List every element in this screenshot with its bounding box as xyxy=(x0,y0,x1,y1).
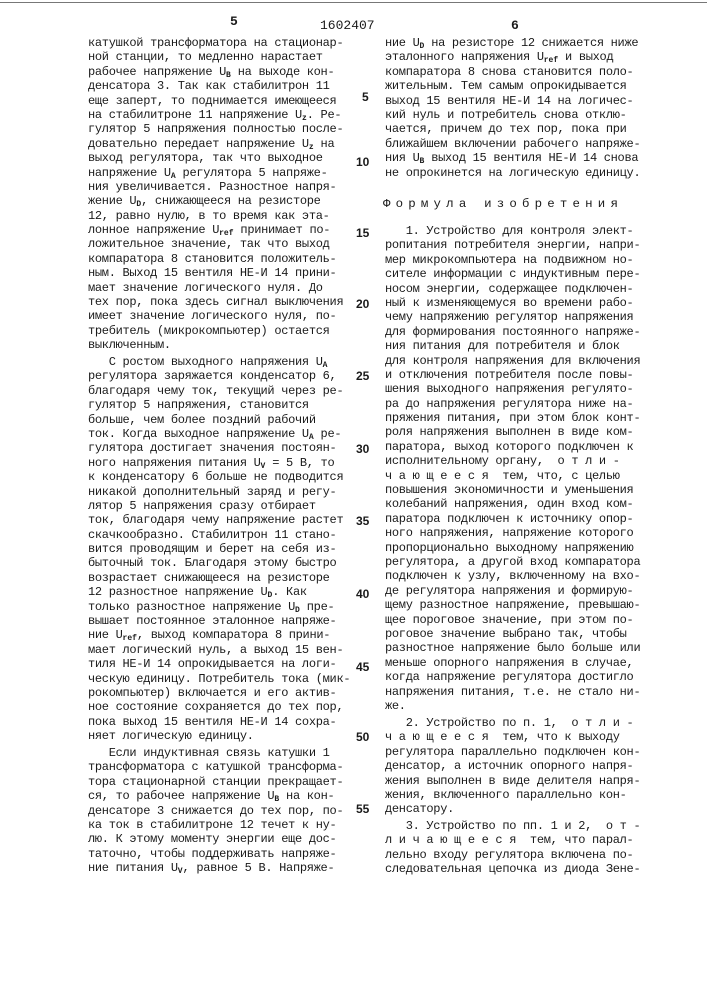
text-line: регулятора заряжается конденсатор 6, xyxy=(88,369,350,383)
text-line: следовательная цепочка из диода Зене- xyxy=(385,862,640,876)
text-line: 12 разностное напряжение UD. Как xyxy=(88,585,350,599)
text-line: ложительное значение, так что выход xyxy=(88,237,343,251)
text-line: ближайшем включении рабочего напряже- xyxy=(385,137,640,151)
text-line: ния UB выход 15 вентиля НЕ-И 14 снова xyxy=(385,151,640,165)
text-line: тех пор, пока здесь сигнал выключения xyxy=(88,295,343,309)
text-line: ние питания UV, равное 5 В. Напряже- xyxy=(88,861,343,875)
text-line: ка ток в стабилитроне 12 течет к ну- xyxy=(88,818,343,832)
text-line: ное состояние сохраняется до тех пор, xyxy=(88,700,350,714)
text-line: благодаря чему ток, текущий через ре- xyxy=(88,384,350,398)
text-line: ного напряжения, напряжение которого xyxy=(385,526,640,540)
text-line: ток, благодаря чему напряжение растет xyxy=(88,513,350,527)
text-line: ропитания потребителя энергии, напри- xyxy=(385,238,640,252)
text-line: ного напряжения питания UV = 5 В, то xyxy=(88,456,350,470)
text-line: С ростом выходного напряжения UA xyxy=(88,355,350,369)
text-line: ч а ю щ е е с я тем, что, с целью xyxy=(385,469,640,483)
line-number: 20 xyxy=(356,297,369,311)
text-line: катушкой трансформатора на стационар- xyxy=(88,36,343,50)
claim-2 xyxy=(385,716,640,817)
text-line: не опрокинется на логическую единицу. xyxy=(385,166,640,180)
text-line: вышает постоянное эталонное напряже- xyxy=(88,614,350,628)
text-line: щее пороговое значение, при этом по- xyxy=(385,613,640,627)
claim-3 xyxy=(385,819,640,877)
text-line: быточный ток. Благодаря этому быстро xyxy=(88,556,350,570)
text-line: тиля НЕ-И 14 опрокидывается на логи- xyxy=(88,657,350,671)
text-line: гулятор 5 напряжения, становится xyxy=(88,398,350,412)
text-line: довательно передает напряжение Uz на xyxy=(88,137,343,151)
text-line: подключен к узлу, включенному на вхо- xyxy=(385,569,640,583)
left-paragraph-2 xyxy=(88,355,350,744)
text-line: ния увеличивается. Разностное напря- xyxy=(88,180,343,194)
text-line: няет логическую единицу. xyxy=(88,729,350,743)
text-line: повышения экономичности и уменьшения xyxy=(385,483,640,497)
text-line: роговое значение выбрано так, чтобы xyxy=(385,627,640,641)
text-line: паратора подключен к источнику опор- xyxy=(385,512,640,526)
text-line: ние Uref, выход компаратора 8 прини- xyxy=(88,628,350,642)
text-line: чему напряжению регулятор напряжения xyxy=(385,310,640,324)
page-number-left: 5 xyxy=(230,14,238,29)
text-line: мер микрокомпьютера на подвижном но- xyxy=(385,253,640,267)
text-line: больше, чем более поздний рабочий xyxy=(88,413,350,427)
text-line: жения выполнен в виде делителя напря- xyxy=(385,774,640,788)
text-line: лельно входу регулятора включена по- xyxy=(385,848,640,862)
text-line: жительным. Тем самым опрокидывается xyxy=(385,79,640,93)
text-line: выход регулятора, так что выходное xyxy=(88,151,343,165)
text-line: лонное напряжение Uref принимает по- xyxy=(88,223,343,237)
text-line: вится проводящим и берет на себя из- xyxy=(88,542,350,556)
text-line: денсаторе 3 снижается до тех пор, по- xyxy=(88,804,343,818)
text-line: гулятор 5 напряжения полностью после- xyxy=(88,122,343,136)
left-paragraph-3 xyxy=(88,746,343,876)
left-paragraph-1 xyxy=(88,36,343,353)
text-line: жение UD, снижающееся на резисторе xyxy=(88,194,343,208)
text-line: колебаний напряжения, один вход ком- xyxy=(385,497,640,511)
text-line: ток. Когда выходное напряжение UA ре- xyxy=(88,427,350,441)
text-line: сителе информации с индуктивным пере- xyxy=(385,267,640,281)
text-line: для контроля напряжения для включения xyxy=(385,354,640,368)
text-line: и отключения потребителя после повы- xyxy=(385,368,640,382)
right-paragraph-end xyxy=(385,36,640,180)
line-number: 15 xyxy=(356,226,369,240)
text-line: ся, то рабочее напряжение UB на кон- xyxy=(88,789,343,803)
text-line: разностное напряжение было больше или xyxy=(385,641,640,655)
text-line: ным. Выход 15 вентиля НЕ-И 14 прини- xyxy=(88,266,343,280)
text-line: мает значение логического нуля. До xyxy=(88,281,343,295)
text-line: скачкообразно. Стабилитрон 11 стано- xyxy=(88,528,350,542)
line-number: 25 xyxy=(356,369,369,383)
top-rule xyxy=(0,2,707,3)
text-line: когда напряжение регулятора достигло xyxy=(385,670,640,684)
text-line: ный к изменяющемуся во времени рабо- xyxy=(385,296,640,310)
text-line: ра до напряжения регулятора ниже на- xyxy=(385,397,640,411)
text-line: пока выход 15 вентиля НЕ-И 14 сохра- xyxy=(88,715,350,729)
text-line: паратора, выход которого подключен к xyxy=(385,440,640,454)
text-line: таточно, чтобы поддерживать напряже- xyxy=(88,847,343,861)
text-line: только разностное напряжение UD пре- xyxy=(88,600,350,614)
text-line: 12, равно нулю, в то время как эта- xyxy=(88,209,343,223)
text-line: меньше опорного напряжения в случае, xyxy=(385,656,640,670)
line-number: 40 xyxy=(356,587,369,601)
line-number: 50 xyxy=(356,730,369,744)
text-line: компаратора 8 становится положитель- xyxy=(88,252,343,266)
text-line: роля напряжения выполнен в виде ком- xyxy=(385,425,640,439)
text-line: к конденсатору 6 больше не подводится xyxy=(88,470,350,484)
text-line: же. xyxy=(385,699,640,713)
claim-1 xyxy=(385,224,640,713)
text-line: шения выходного напряжения регулято- xyxy=(385,382,640,396)
text-line: Если индуктивная связь катушки 1 xyxy=(88,746,343,760)
text-line: пропорционально выходному напряжению xyxy=(385,541,640,555)
text-line: жения, включенного параллельно кон- xyxy=(385,788,640,802)
text-line: выключенным. xyxy=(88,338,343,352)
text-line: для формирования постоянного напряже- xyxy=(385,325,640,339)
text-line: денсатора 3. Так как стабилитрон 11 xyxy=(88,79,343,93)
text-line: исполнительному органу, о т л и - xyxy=(385,454,640,468)
text-line: лятор 5 напряжения сразу отбирает xyxy=(88,499,350,513)
text-line: мает логический нуль, а выход 15 вен- xyxy=(88,643,350,657)
text-line: 3. Устройство по пп. 1 и 2, о т - xyxy=(385,819,640,833)
claims-heading: Формула изобретения xyxy=(383,197,623,212)
text-line: ческую единицу. Потребитель тока (мик- xyxy=(88,672,350,686)
text-line: выход 15 вентиля НЕ-И 14 на логичес- xyxy=(385,94,640,108)
text-line: 2. Устройство по п. 1, о т л и - xyxy=(385,716,640,730)
text-line: кий нуль и потребитель снова отклю- xyxy=(385,108,640,122)
patent-number: 1602407 xyxy=(320,18,375,33)
text-line: регулятора, а другой вход компаратора xyxy=(385,555,640,569)
line-number: 45 xyxy=(356,660,369,674)
line-number: 30 xyxy=(356,442,369,456)
text-line: требитель (микрокомпьютер) остается xyxy=(88,324,343,338)
text-line: денсатору. xyxy=(385,802,640,816)
text-line: де регулятора напряжения и формирую- xyxy=(385,584,640,598)
text-line: тора стационарной станции прекращает- xyxy=(88,775,343,789)
line-number: 5 xyxy=(362,90,369,104)
text-line: денсатор, а источник опорного напря- xyxy=(385,759,640,773)
text-line: никакой дополнительный заряд и регу- xyxy=(88,485,350,499)
text-line: носом энергии, содержащее подключен- xyxy=(385,282,640,296)
text-line: ч а ю щ е е с я тем, что к выходу xyxy=(385,730,640,744)
line-number: 55 xyxy=(356,802,369,816)
text-line: рокомпьютер) включается и его актив- xyxy=(88,686,350,700)
text-line: чается, причем до тех пор, пока при xyxy=(385,122,640,136)
text-line: эталонного напряжения Uref и выход xyxy=(385,50,640,64)
text-line: щему разностное напряжение, превышаю- xyxy=(385,598,640,612)
text-line: пряжения питания, при этом блок конт- xyxy=(385,411,640,425)
text-line: имеет значение логического нуля, по- xyxy=(88,309,343,323)
text-line: возрастает снижающееся на резисторе xyxy=(88,571,350,585)
text-line: ние UD на резисторе 12 снижается ниже xyxy=(385,36,640,50)
page-number-right: 6 xyxy=(511,18,519,33)
line-number: 10 xyxy=(356,155,369,169)
text-line: напряжение UA регулятора 5 напряже- xyxy=(88,166,343,180)
text-line: компаратора 8 снова становится поло- xyxy=(385,65,640,79)
text-line: трансформатора с катушкой трансформа- xyxy=(88,760,343,774)
text-line: 1. Устройство для контроля элект- xyxy=(385,224,640,238)
text-line: регулятора параллельно подключен кон- xyxy=(385,745,640,759)
text-line: гулятора достигает значения постоян- xyxy=(88,441,350,455)
text-line: еще заперт, то поднимается имеющееся xyxy=(88,94,343,108)
line-number: 35 xyxy=(356,514,369,528)
text-line: рабочее напряжение UB на выходе кон- xyxy=(88,65,343,79)
text-line: на стабилитроне 11 напряжение Uz. Ре- xyxy=(88,108,343,122)
text-line: ной станции, то медленно нарастает xyxy=(88,50,343,64)
text-line: л и ч а ю щ е е с я тем, что парал- xyxy=(385,833,640,847)
text-line: ния питания для потребителя и блок xyxy=(385,339,640,353)
text-line: напряжения питания, т.е. не стало ни- xyxy=(385,685,640,699)
text-line: лю. К этому моменту энергии еще дос- xyxy=(88,832,343,846)
